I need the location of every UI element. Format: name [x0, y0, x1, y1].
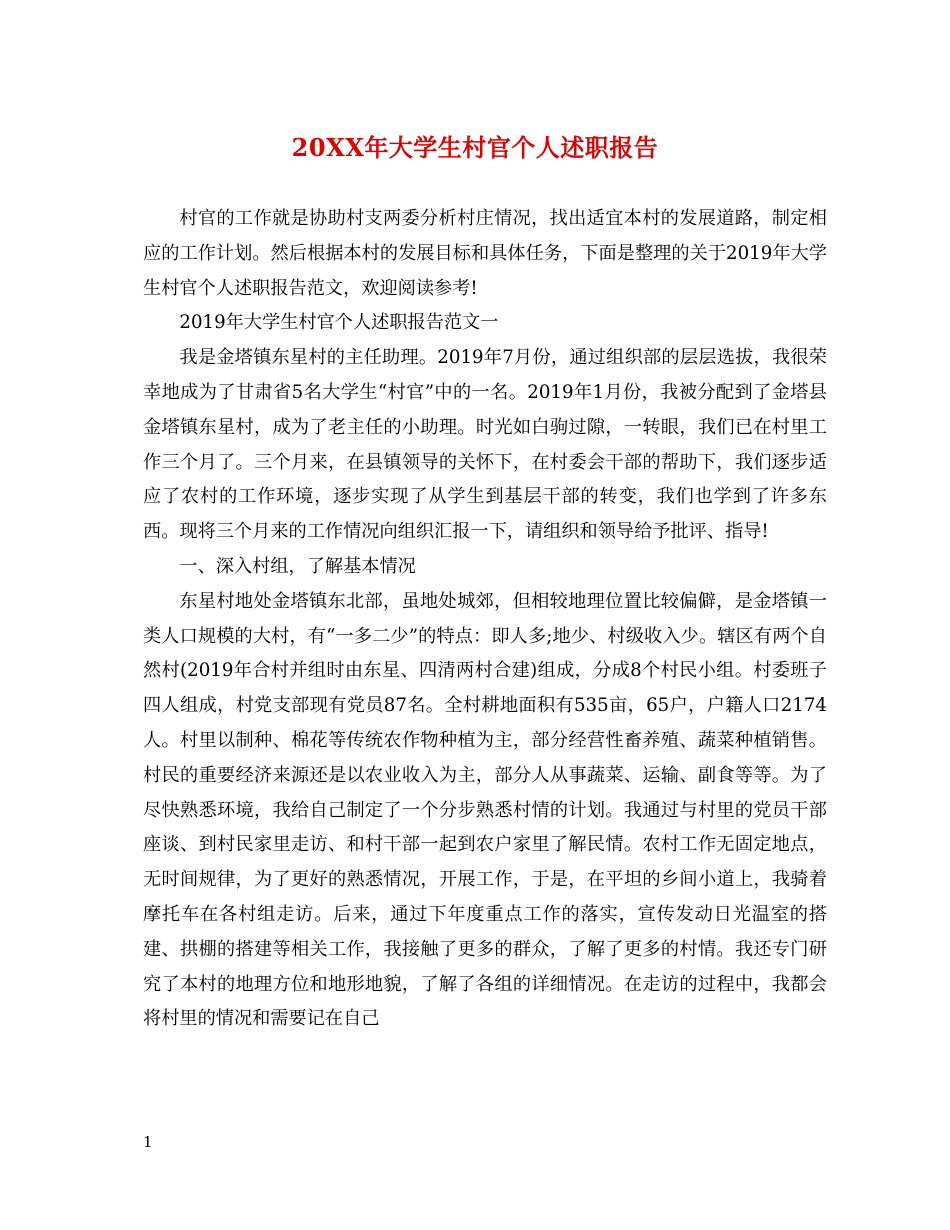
section-heading: 一、深入村组，了解基本情况 — [179, 555, 416, 577]
paragraph-subtitle: 2019年大学生村官个人述职报告范文一 — [179, 312, 499, 334]
paragraph-intro: 村官的工作就是协助村支两委分析村庄情况，找出适宜本村的发展道路，制定相应的工作计划。然后根据本村的发展目标和具体任务，下面是整理的关于2019年大学生村官个人述职报告范文，欢迎阅读参考! — [143, 208, 827, 299]
document-title: 20XX年大学生村官个人述职报告 — [291, 133, 659, 162]
paragraph-self-introduction: 我是金塔镇东星村的主任助理。2019年7月份，通过组织部的层层选拔，我很荣幸地成为了甘肃省5名大学生“村官”中的一名。2019年1月份，我被分配到了金塔县金塔镇东星村，成为了老主任的小助理。时光如白驹过隙，一转眼，我们已在村里工作三个月了。三个月来，在县镇领导的关怀下，在村委会干部的帮助下，我们逐步适应了农村的工作环境，逐步实现了从学生到基层干部的转变，我们也学到了许多东西。现将三个月来的工作情况向组织汇报一下，请组织和领导给予批评、指导! — [143, 347, 827, 543]
document-body — [143, 202, 827, 1037]
paragraph-village-situation: 东星村地处金塔镇东北部，虽地处城郊，但相较地理位置比较偏僻，是金塔镇一类人口规模的大村，有“一多二少”的特点：即人多;地少、村级收入少。辖区有两个自然村(2019年合村并组时由东星、四清两村合建)组成，分成8个村民小组。村委班子四人组成，村党支部现有党员87名。全村耕地面积有535亩，65户，户籍人口2174人。村里以制种、棉花等传统农作物种植为主，部分经营性畜养殖、蔬菜种植销售。村民的重要经济来源还是以农业收入为主，部分人从事蔬菜、运输、副食等等。为了尽快熟悉环境，我给自己制定了一个分步熟悉村情的计划。我通过与村里的党员干部座谈、到村民家里走访、和村干部一起到农户家里了解民情。农村工作无固定地点，无时间规律，为了更好的熟悉情况，开展工作，于是，在平坦的乡间小道上，我骑着摩托车在各村组走访。后来，通过下年度重点工作的落实，宣传发动日光温室的搭建、拱棚的搭建等相关工作，我接触了更多的群众，了解了更多的村情。我还专门研究了本村的地理方位和地形地貌，了解了各组的详细情况。在走访的过程中，我都会将村里的情况和需要记在自己 — [143, 590, 827, 1030]
page-number: 1 — [143, 1133, 153, 1151]
